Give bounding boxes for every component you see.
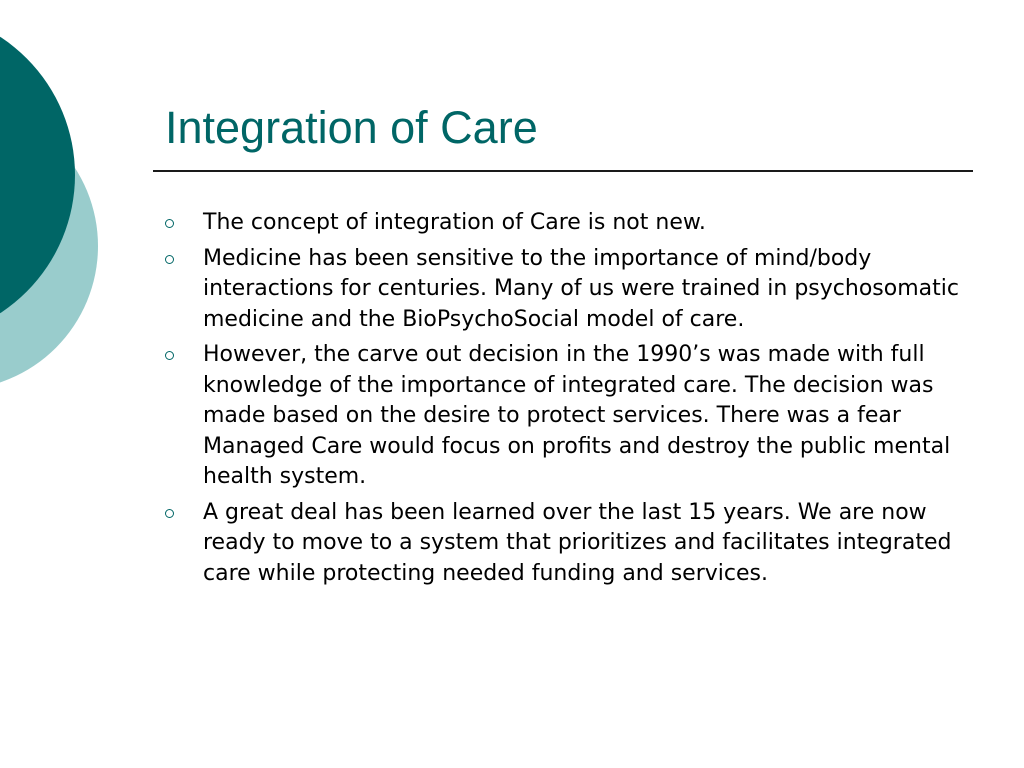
- bullet-item: [165, 208, 970, 239]
- hollow-circle-bullet-icon: [165, 351, 174, 360]
- slide-title: Integration of Care: [165, 102, 538, 153]
- bullet-list: [165, 208, 970, 594]
- bullet-item: [165, 340, 970, 493]
- bullet-text: Medicine has been sensitive to the importance of mind/body interactions for centuries. Many of us were trained in psychosomatic medicine and the BioPsychoSocial model of care.: [203, 245, 959, 332]
- hollow-circle-bullet-icon: [165, 219, 174, 228]
- hollow-circle-bullet-icon: [165, 509, 174, 518]
- bullet-item: [165, 244, 970, 336]
- bullet-text: However, the carve out decision in the 1990’s was made with full knowledge of the importance of integrated care. The decision was made based on the desire to protect services. There was a fear Managed Care would focus on profits and destroy the public mental health system.: [203, 342, 951, 489]
- bullet-item: [165, 498, 970, 590]
- bullet-text: The concept of integration of Care is not new.: [203, 210, 706, 235]
- hollow-circle-bullet-icon: [165, 255, 174, 264]
- title-divider: [153, 170, 973, 172]
- bullet-text: A great deal has been learned over the last 15 years. We are now ready to move to a system that prioritizes and facilitates integrated care while protecting needed funding and services.: [203, 499, 952, 586]
